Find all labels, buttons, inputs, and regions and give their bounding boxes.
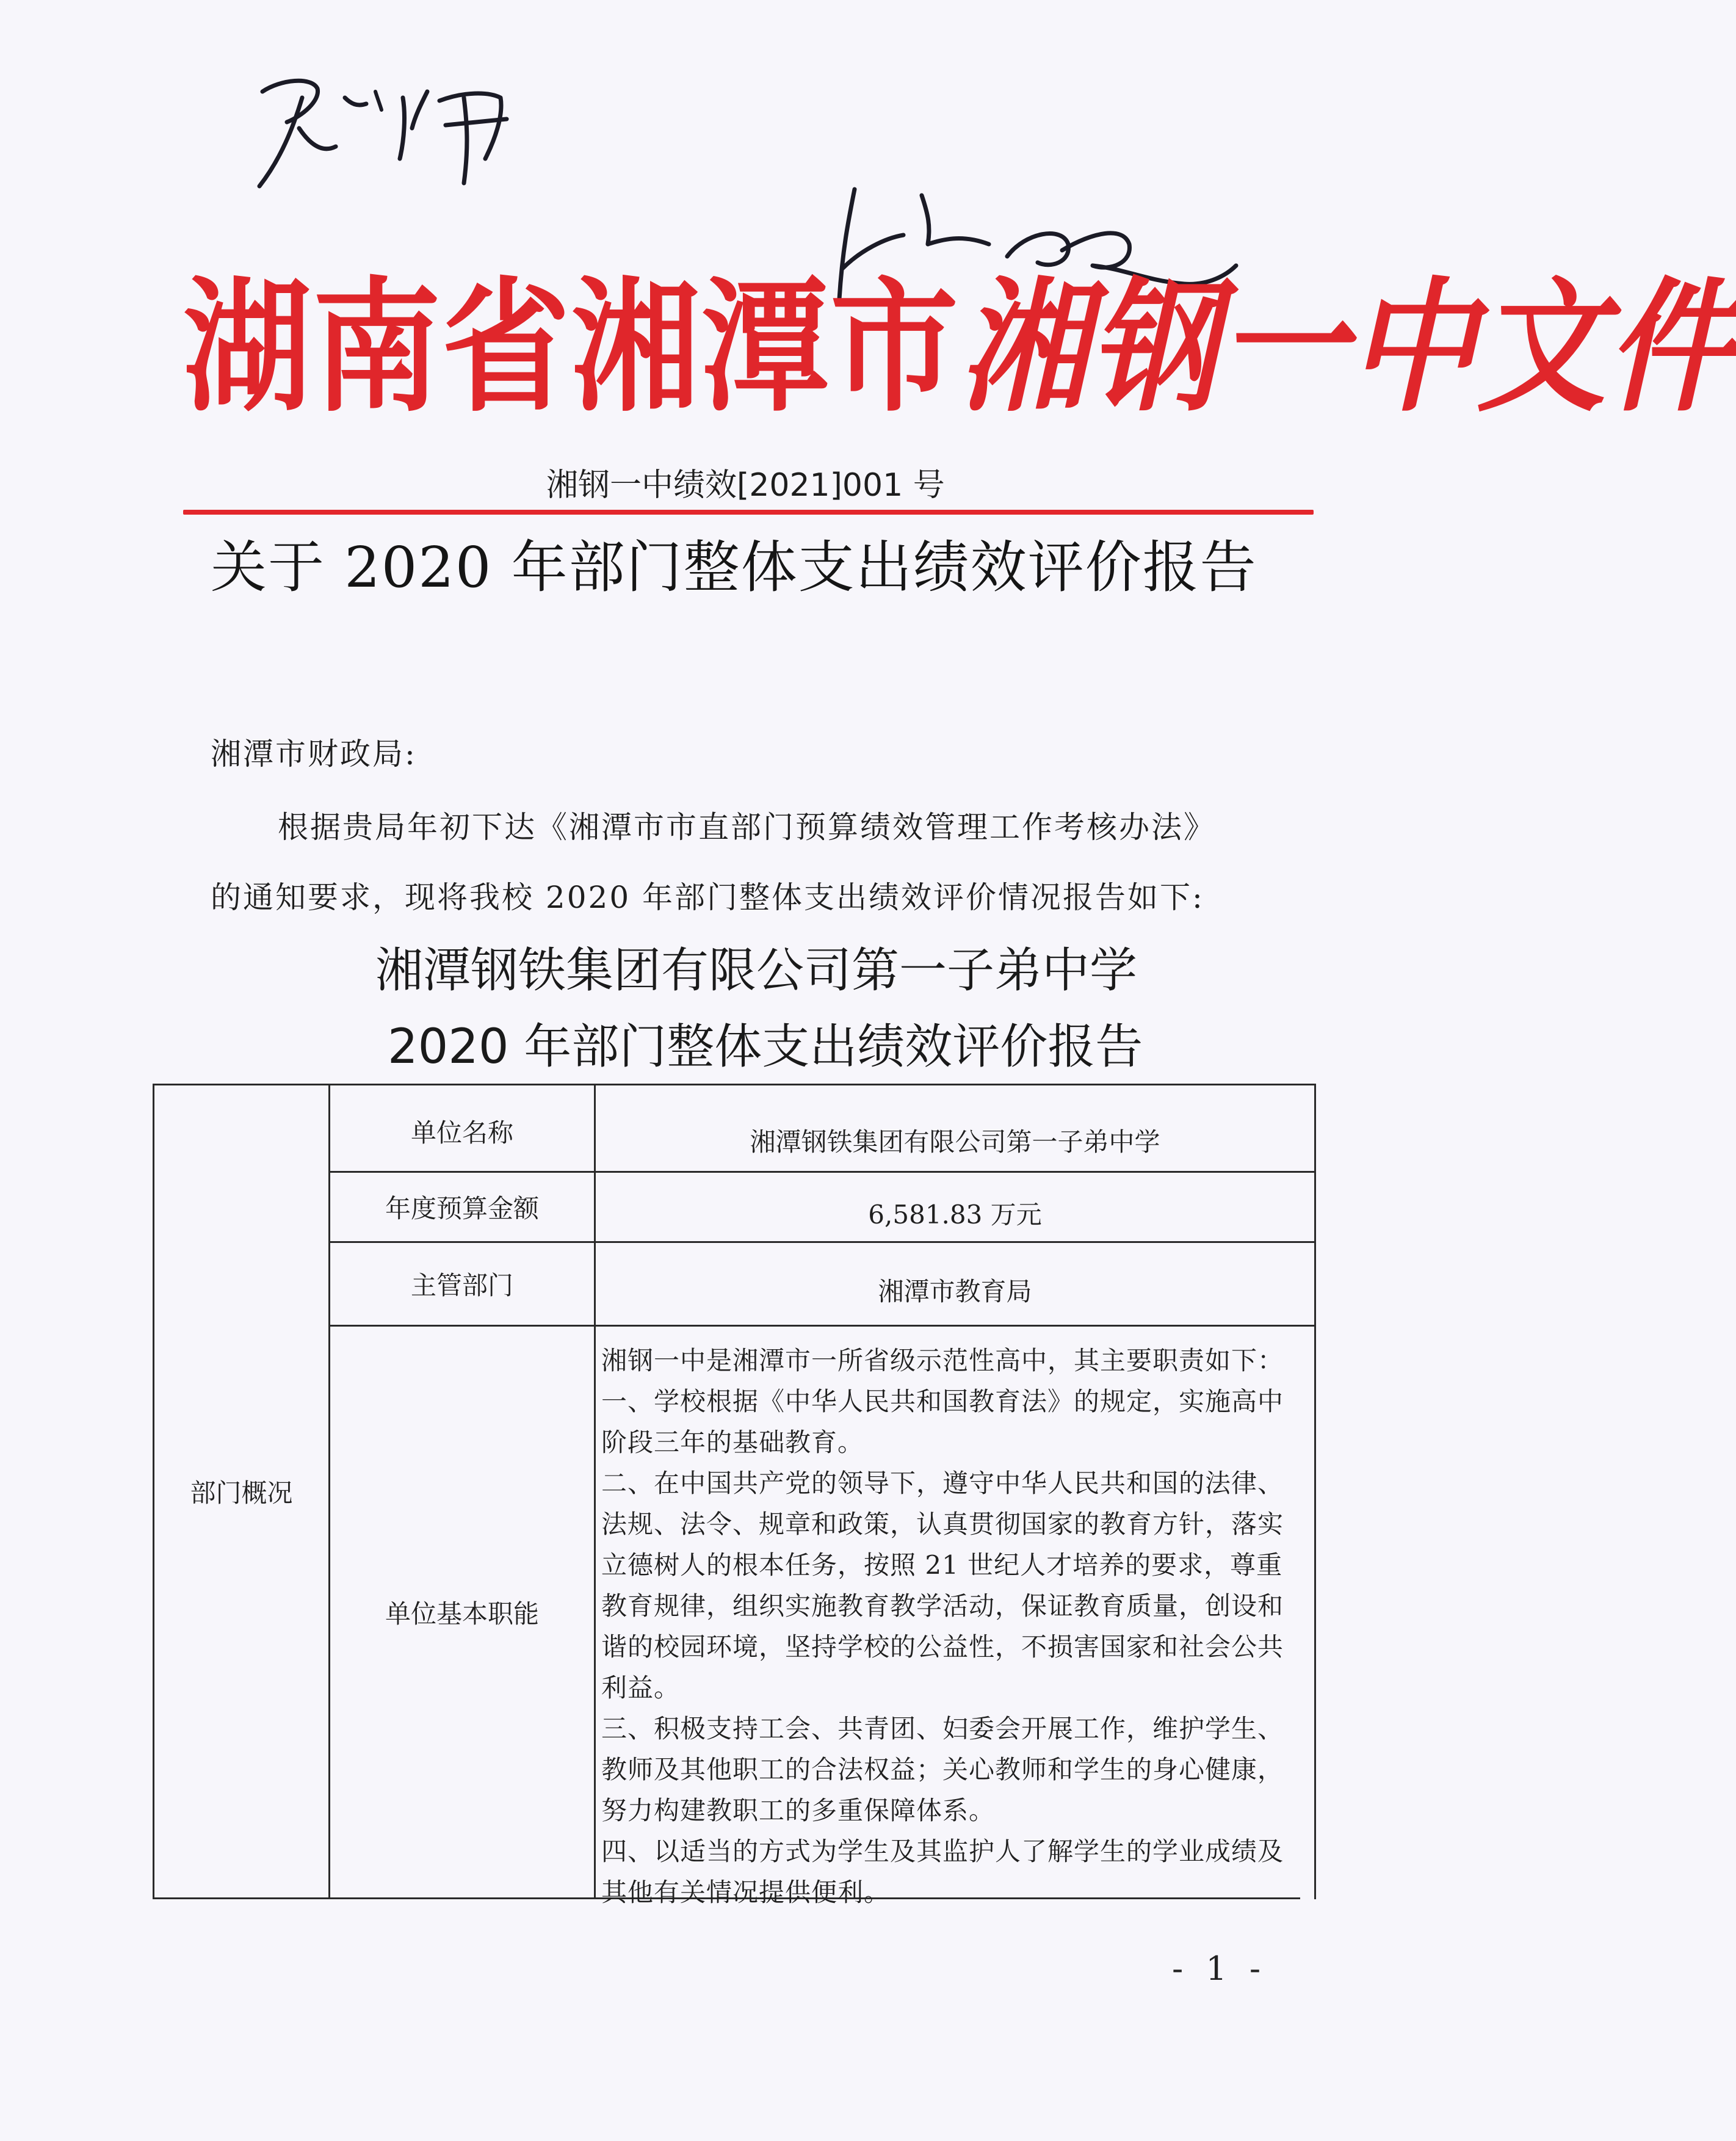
duties-line: 谐的校园环境，坚持学校的公益性，不损害国家和社会公共 [601, 1632, 1284, 1662]
duties-line: 一、学校根据《中华人民共和国教育法》的规定，实施高中 [601, 1386, 1284, 1416]
page-number: - 1 - [1172, 1949, 1267, 1988]
table-row-label-authority: 主管部门 [410, 1270, 513, 1300]
duties-line: 二、在中国共产党的领导下，遵守中华人民共和国的法律、 [601, 1468, 1284, 1498]
table-row-value-authority: 湘潭市教育局 [878, 1277, 1032, 1306]
duties-line: 法规、法令、规章和政策，认真贯彻国家的教育方针，落实 [601, 1509, 1284, 1539]
duties-line: 四、以适当的方式为学生及其监护人了解学生的学业成绩及 [601, 1836, 1284, 1866]
table-row-value-unit-name: 湘潭钢铁集团有限公司第一子弟中学 [750, 1127, 1160, 1157]
duties-line: 湘钢一中是湘潭市一所省级示范性高中，其主要职责如下： [601, 1346, 1284, 1375]
duties-line: 阶段三年的基础教育。 [601, 1427, 864, 1457]
report-subtitle-line-2: 2020 年部门整体支出绩效评价报告 [388, 1020, 1143, 1074]
table-row-value-budget: 6,581.83 万元 [868, 1200, 1042, 1230]
report-title: 关于 2020 年部门整体支出绩效评价报告 [211, 535, 1257, 600]
table-row-value-duties [601, 1340, 1297, 1907]
table-row-label-unit-name: 单位名称 [410, 1118, 513, 1148]
duties-line: 三、积极支持工会、共青团、妇委会开展工作，维护学生、 [601, 1714, 1284, 1744]
duties-line: 努力构建教职工的多重保障体系。 [601, 1795, 996, 1825]
letterhead-printed: 湖南省湘潭市 [183, 264, 960, 432]
letterhead [183, 259, 1736, 437]
table-row-label-budget: 年度预算金额 [385, 1194, 539, 1223]
body-paragraph-line-1: 根据贵局年初下达《湘潭市市直部门预算绩效管理工作考核办法》 [278, 810, 1216, 845]
duties-line: 教育规律，组织实施教育教学活动，保证教育质量，创设和 [601, 1591, 1284, 1621]
signature-top-left [244, 55, 562, 201]
table-section-label: 部门概况 [190, 1478, 293, 1508]
duties-line: 教师及其他职工的合法权益；关心教师和学生的身心健康， [601, 1755, 1284, 1784]
duties-line: 立德树人的根本任务，按照 21 世纪人才培养的要求，尊重 [601, 1550, 1283, 1580]
table-row-label-duties: 单位基本职能 [385, 1598, 539, 1629]
letterhead-handwritten: 湘钢一中文件 [960, 264, 1736, 432]
salutation: 湘潭市财政局: [211, 736, 417, 772]
report-subtitle-line-1: 湘潭钢铁集团有限公司第一子弟中学 [375, 943, 1138, 998]
document-number: 湘钢一中绩效[2021]001 号 [546, 467, 945, 504]
red-divider-rule [183, 510, 1314, 515]
body-paragraph-line-2: 的通知要求，现将我校 2020 年部门整体支出绩效评价情况报告如下: [211, 880, 1204, 915]
duties-line: 利益。 [601, 1673, 681, 1703]
duties-line: 其他有关情况提供便利。 [601, 1877, 891, 1907]
